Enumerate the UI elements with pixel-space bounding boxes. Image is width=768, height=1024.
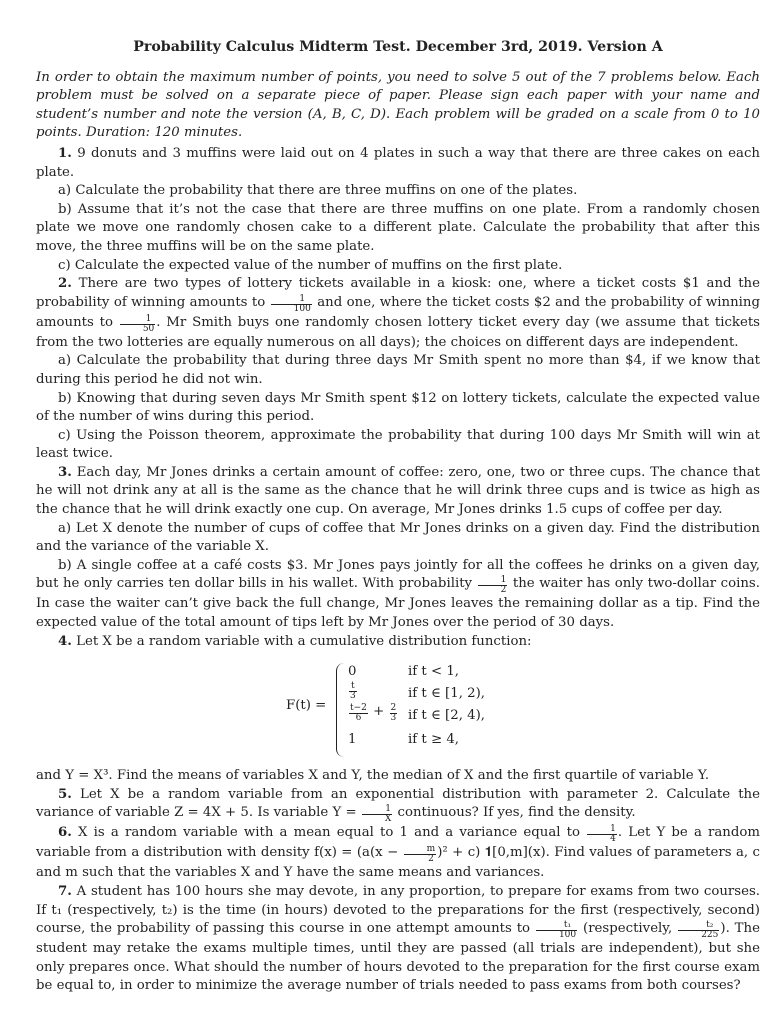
case-condition: if t ∈ [2, 4),	[408, 708, 486, 724]
problem-3	[36, 464, 760, 520]
problem-1-part-a: a) Calculate the probability that there are three muffins on one of the plates.	[58, 183, 578, 199]
cdf-equation	[36, 659, 760, 763]
problem-text: ). The student may retake the exams multiple times, until they are passed (all trials are independent), but she only prepares once. What should the number of hours devoted to the preparation for the first course exam be equal to, in order to minimize the average number of trials needed to pass exams from both courses?	[36, 921, 760, 994]
fraction: $\frac{1}{4}$	[587, 825, 617, 844]
fraction: $\frac{m}{2}$	[404, 845, 437, 864]
problem-1-part-c: c) Calculate the expected value of the number of muffins on the first plate.	[58, 257, 563, 273]
fraction: $\frac{1}{2}$	[478, 576, 508, 595]
exam-title: Probability Calculus Midterm Test. December 3rd, 2019. Version A	[133, 39, 663, 55]
problem-text: and one, where the ticket costs $2 and the probability of winning amounts to	[36, 294, 761, 330]
fraction: $\frac{\text{t₂}}{225}$	[678, 921, 719, 940]
problem-text: continuous? If yes, find the density.	[397, 805, 636, 821]
case-value: $\frac{t-2}{6}$ + $\frac{2}{3}$	[350, 703, 397, 724]
exam-instructions: In order to obtain the maximum number of points, you need to solve 5 out of the 7 problems below. Each problem must be solved on a separate piece of paper. Please sign each paper with your name and student’s number and note the version (A, B, C, D). Each problem will be graded on a scale from 0 to 10 points. Duration: 120 minutes.	[36, 69, 760, 141]
problem-number: 1.	[58, 145, 72, 161]
problem-text: . Mr Smith buys one randomly chosen lottery ticket every day (we assume that tickets from the two lotteries are equally numerous on all days); the choices on different days are independent.	[36, 314, 760, 350]
problem-number: 4.	[58, 633, 72, 649]
case-condition: if t < 1,	[408, 664, 460, 680]
problem-number: 3.	[58, 464, 72, 480]
problem-text: A student has 100 hours she may devote, in any proportion, to prepare for exams from two courses. If t₁ (respectively, t₂) is the time (in hours) devoted to the preparations for the first (respectively, second) course, the probability of passing this course in one attempt amounts to	[36, 884, 760, 937]
problem-1-part-b: b) Assume that it’s not the case that there are three muffins on one plate. From a randomly chosen plate we move one randomly chosen cake to a different plate. Calculate the probability that after this move, the three muffins will be on the same plate.	[36, 201, 760, 254]
problem-7	[36, 883, 760, 996]
fraction: $\frac{\text{t₁}}{100}$	[536, 921, 577, 940]
case-value: 0	[348, 664, 357, 680]
problem-text: Let X be a random variable with a cumulative distribution function:	[76, 633, 532, 649]
problem-text: 9 donuts and 3 muffins were laid out on 4 plates in such a way that there are three cakes on each plate.	[36, 145, 760, 180]
problem-text: )² + c) 𝟏[0,m](x). Find values of parameters a, c and m such that the variables X and Y have the same means and variances.	[36, 845, 760, 881]
problem-text: . Let Y be a random variable from a distribution with density f(x) = (a(x −	[36, 825, 760, 861]
problem-1	[36, 145, 760, 182]
problem-4-continuation: and Y = X³. Find the means of variables X and Y, the median of X and the first quartile of variable Y.	[36, 768, 710, 784]
problem-number: 5.	[58, 786, 72, 802]
problem-3-part-a: a) Let X denote the number of cups of coffee that Mr Jones drinks on a given day. Find the distribution and the variance of the variable X.	[36, 520, 760, 555]
problem-3-part-b: b) A single coffee at a café costs $3. Mr Jones pays jointly for all the coffees he drinks on a given day, but he only carries ten dollar bills in his wallet. With probability $\frac{1}{2}$ the waiter has only two-dollar coins. In case the waiter can’t give back the full change, Mr Jones leaves the remaining dollar as a tip. Find the expected value of the total amount of tips left by Mr Jones over the period of 30 days.	[36, 557, 760, 631]
problem-4	[36, 633, 760, 652]
case-value: $\frac{t}{3}$	[350, 681, 356, 702]
problem-2-part-a: a) Calculate the probability that during three days Mr Smith spent no more than $4, if we know that during this period he did not win.	[36, 353, 760, 387]
problem-number: 2.	[58, 276, 72, 292]
problem-text: X is a random variable with a mean equal to 1 and a variance equal to	[78, 825, 581, 841]
fraction: $\frac{1}{50}$	[120, 315, 155, 334]
problem-6	[36, 824, 760, 883]
left-brace	[336, 663, 345, 757]
exam-page	[36, 38, 760, 996]
problem-2-part-c: c) Using the Poisson theorem, approximate the probability that during 100 days Mr Smith will win at least twice.	[36, 427, 760, 462]
fraction: $\frac{1}{100}$	[271, 295, 312, 314]
problem-2	[36, 275, 760, 352]
equation-lhs: F(t) =	[286, 698, 327, 714]
problem-text: There are two types of lottery tickets available in a kiosk: one, where a ticket costs $1 and the probability of winning amounts to	[36, 276, 760, 310]
case-condition: if t ≥ 4,	[408, 732, 460, 748]
problem-2-part-b: b) Knowing that during seven days Mr Smith spent $12 on lottery tickets, calculate the expected value of the number of wins during this period.	[36, 390, 760, 425]
fraction: $\frac{1}{X}$	[362, 805, 392, 824]
problem-number: 7.	[58, 884, 72, 899]
problem-text: Let X be a random variable from an exponential distribution with parameter 2. Calculate the variance of variable Z = 4X + 5. Is variable Y =	[36, 786, 760, 821]
problem-text: Each day, Mr Jones drinks a certain amount of coffee: zero, one, two or three cups. The chance that he will not drink any at all is the same as the chance that he will drink three cups and is twice as high as the chance that he will drink exactly one cup. On average, Mr Jones drinks 1.5 cups of coffee per day.	[36, 464, 760, 518]
case-value: 1	[348, 732, 357, 748]
problem-text: (respectively,	[583, 921, 673, 937]
problem-number: 6.	[58, 825, 72, 841]
problem-5	[36, 786, 760, 825]
case-condition: if t ∈ [1, 2),	[408, 686, 486, 702]
